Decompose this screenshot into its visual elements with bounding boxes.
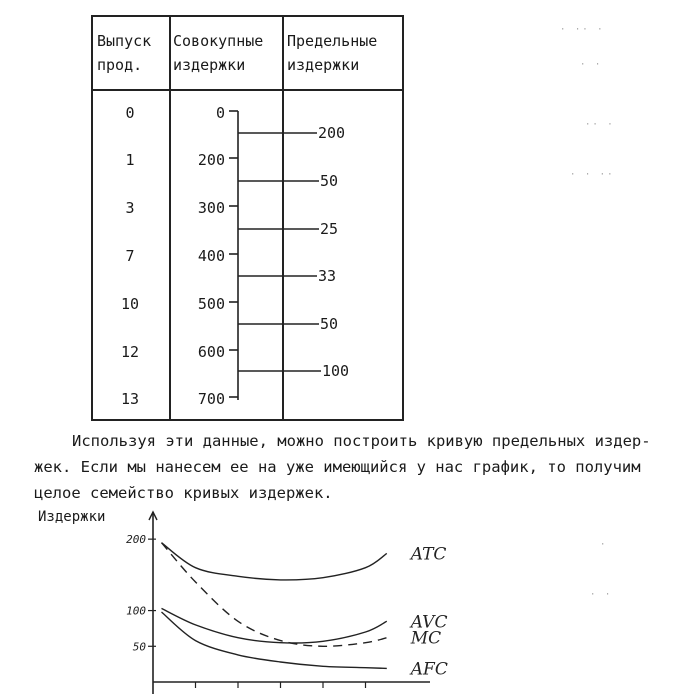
header-output-line2: прод. [97,56,143,74]
scan-noise: · · [590,590,613,600]
series-mc-curve [162,543,387,647]
output-cell: 10 [120,295,140,313]
marginal-cost-label: 50 [320,315,339,333]
total-cost-label: 400 [197,247,225,265]
series-atc-label: ATC [410,544,447,565]
total-cost-label: 200 [197,151,225,169]
series-avc-curve [162,608,387,643]
header-total-cost-line1: Совокупные [173,32,264,50]
output-cell: 12 [120,343,140,361]
total-cost-label: 0 [215,104,225,122]
marginal-cost-label: 33 [318,267,337,285]
header-marginal-cost-line2: издержки [287,56,360,74]
output-cell: 7 [125,247,135,265]
marginal-cost-label: 100 [322,362,350,380]
output-cell: 3 [125,199,135,217]
header-marginal-cost-line1: Предельные [287,32,378,50]
scan-noise: ·· · [585,120,615,130]
total-cost-label: 500 [197,295,225,313]
y-tick-label: 200 [126,533,146,547]
scan-noise: · · ·· [570,170,615,180]
y-tick-label: 50 [132,640,146,654]
series-avc-label: AVC [410,612,448,633]
cost-curves-chart [100,510,448,694]
scan-noise: · [600,540,608,550]
output-cell: 0 [125,104,135,122]
cost-scale-bracket [91,15,404,421]
header-output-line1: Выпуск [97,32,152,50]
series-mc-label: MC [410,628,442,649]
marginal-cost-label: 200 [318,124,346,142]
paragraph-line: Используя эти данные, можно построить кривую предельных издер- [72,432,651,450]
total-cost-label: 600 [197,343,225,361]
series-afc-curve [162,612,387,668]
marginal-cost-label: 25 [320,220,339,238]
body-paragraph [34,428,684,506]
output-cell: 1 [125,151,135,169]
scan-noise: · ·· · [560,25,605,35]
total-cost-label: 300 [197,199,225,217]
paragraph-line: целое семейство кривых издержек. [34,484,333,502]
marginal-cost-label: 50 [320,172,339,190]
cost-table [91,15,404,421]
scan-noise: · · [580,60,603,70]
y-tick-label: 100 [126,604,146,618]
output-cell: 13 [120,390,140,408]
total-cost-label: 700 [197,390,225,408]
series-afc-label: AFC [410,659,448,680]
header-total-cost-line2: издержки [173,56,246,74]
paragraph-line: жек. Если мы нанесем ее на уже имеющийся у нас график, то получим [34,458,641,476]
chart-y-axis-title: Издержки [38,509,106,525]
series-atc-curve [162,543,387,580]
